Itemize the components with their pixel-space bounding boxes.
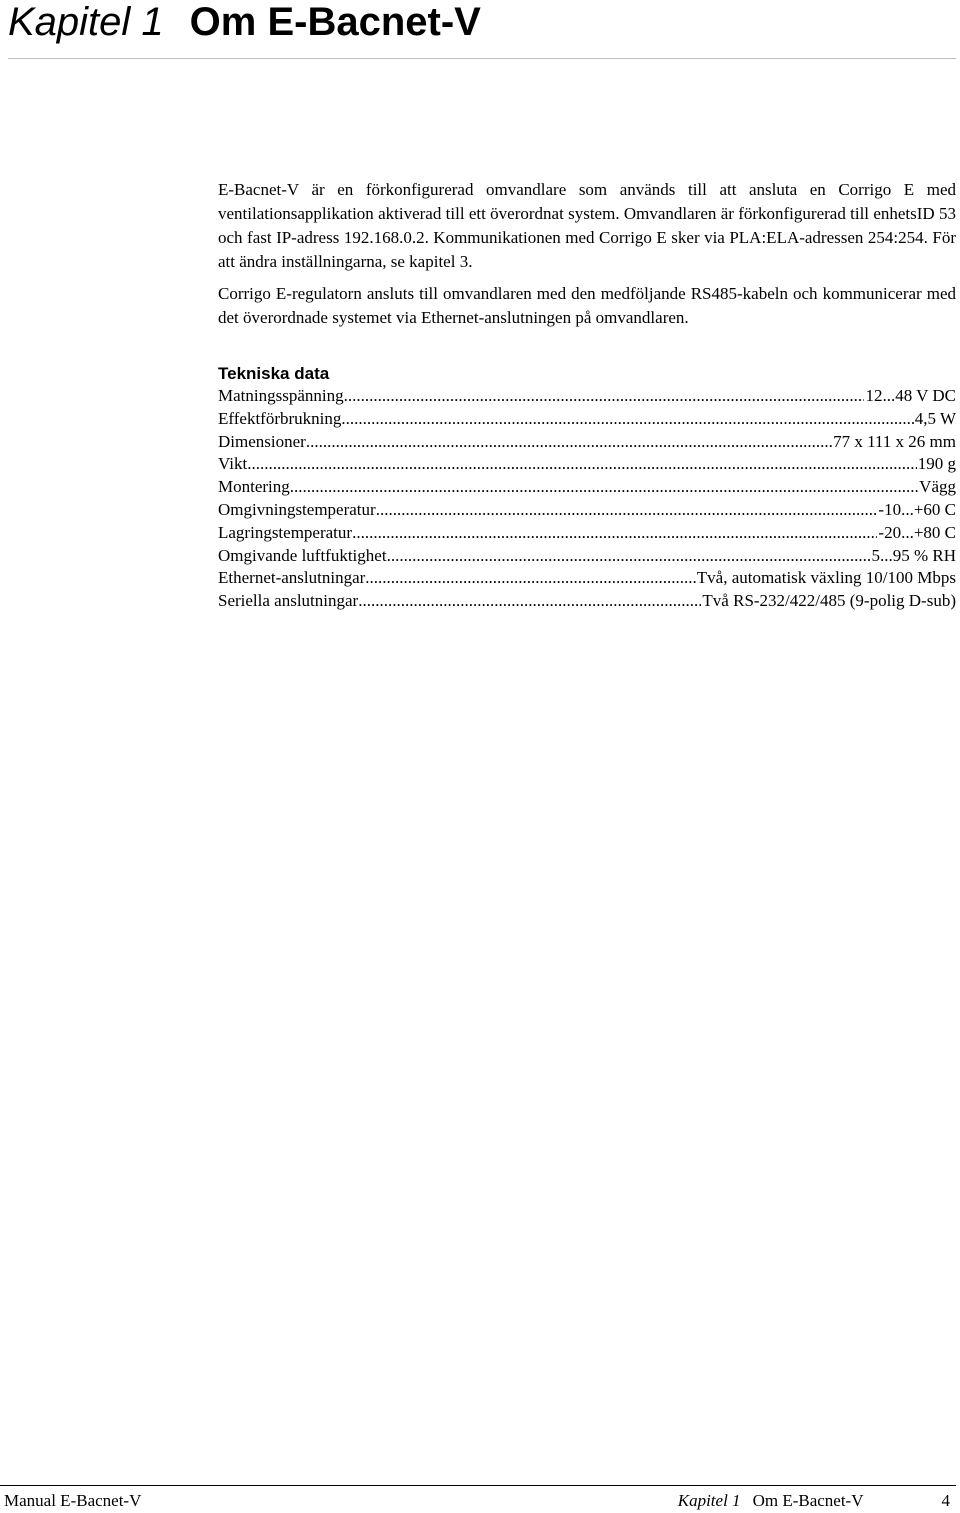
spec-value: Vägg — [919, 477, 956, 497]
footer-chapter-label: Kapitel 1 — [677, 1491, 741, 1510]
spec-row — [218, 499, 956, 522]
spec-value: 4,5 W — [914, 408, 956, 428]
spec-value: 5...95 % RH — [871, 545, 956, 565]
spec-value: -20...+80 C — [878, 522, 956, 542]
dot-leader — [376, 499, 878, 522]
dot-leader — [247, 453, 917, 476]
spec-row — [218, 522, 956, 545]
chapter-label: Kapitel 1 — [8, 0, 164, 44]
spec-value: Två, automatisk växling 10/100 Mbps — [696, 568, 956, 588]
footer-chapter — [678, 1489, 950, 1513]
dot-leader — [306, 431, 832, 454]
spec-label: Matningsspänning — [218, 386, 344, 405]
spec-row — [218, 476, 956, 499]
spec-row — [218, 590, 956, 613]
spec-label: Omgivningstemperatur — [218, 499, 376, 519]
spec-list — [218, 385, 956, 613]
spec-label: Effektförbrukning — [218, 408, 342, 428]
footer-chapter-title: Om E-Bacnet-V — [752, 1491, 864, 1510]
chapter-header — [8, 0, 956, 59]
specs-heading: Tekniska data — [218, 364, 330, 383]
spec-value: 77 x 111 x 26 mm — [833, 431, 956, 451]
spec-label: Montering — [218, 477, 290, 497]
spec-label: Omgivande luftfuktighet — [218, 545, 387, 565]
intro-paragraph: E-Bacnet-V är en förkonfigurerad omvandlare som används till att ansluta en Corrigo E med ventilationsapplikation aktiverad till ett överordnat system. Omvandlaren är förkonfigurerad till enhetsID 53 och fast IP-adress 192.168.0.2. Kommunikationen med Corrigo E sker via PLA:ELA-adressen 254:254. För att ändra inställningarna, se kapitel 3. — [218, 180, 956, 271]
spec-row — [218, 431, 956, 454]
spec-label: Seriella anslutningar — [218, 591, 359, 611]
spec-row — [218, 545, 956, 568]
spec-row — [218, 408, 956, 431]
spec-value: -10...+60 C — [878, 499, 956, 519]
dot-leader — [290, 476, 918, 499]
connection-paragraph: Corrigo E-regulatorn ansluts till omvandlaren med den medföljande RS485-kabeln och kommunicerar med det överordnade systemet via Ethernet-anslutningen på omvandlaren. — [218, 284, 956, 327]
dot-leader — [352, 522, 877, 545]
dot-leader — [341, 408, 913, 431]
footer-manual-title: Manual E-Bacnet-V — [4, 1491, 142, 1510]
spec-row — [218, 385, 956, 408]
chapter-title: Om E-Bacnet-V — [189, 0, 481, 44]
spec-label: Lagringstemperatur — [218, 522, 353, 542]
page-number: 4 — [941, 1491, 950, 1510]
spec-label: Ethernet-anslutningar — [218, 568, 366, 588]
spec-value: Två RS-232/422/485 (9-polig D-sub) — [702, 591, 956, 611]
dot-leader — [365, 567, 695, 590]
spec-label: Vikt — [218, 454, 248, 474]
spec-value: 12...48 V DC — [865, 386, 956, 405]
spec-row — [218, 567, 956, 590]
spec-label: Dimensioner — [218, 431, 306, 451]
dot-leader — [358, 590, 701, 613]
dot-leader — [387, 545, 871, 568]
spec-value: 190 g — [917, 454, 956, 474]
page-footer — [0, 1485, 956, 1510]
spec-row — [218, 453, 956, 476]
dot-leader — [344, 385, 865, 408]
